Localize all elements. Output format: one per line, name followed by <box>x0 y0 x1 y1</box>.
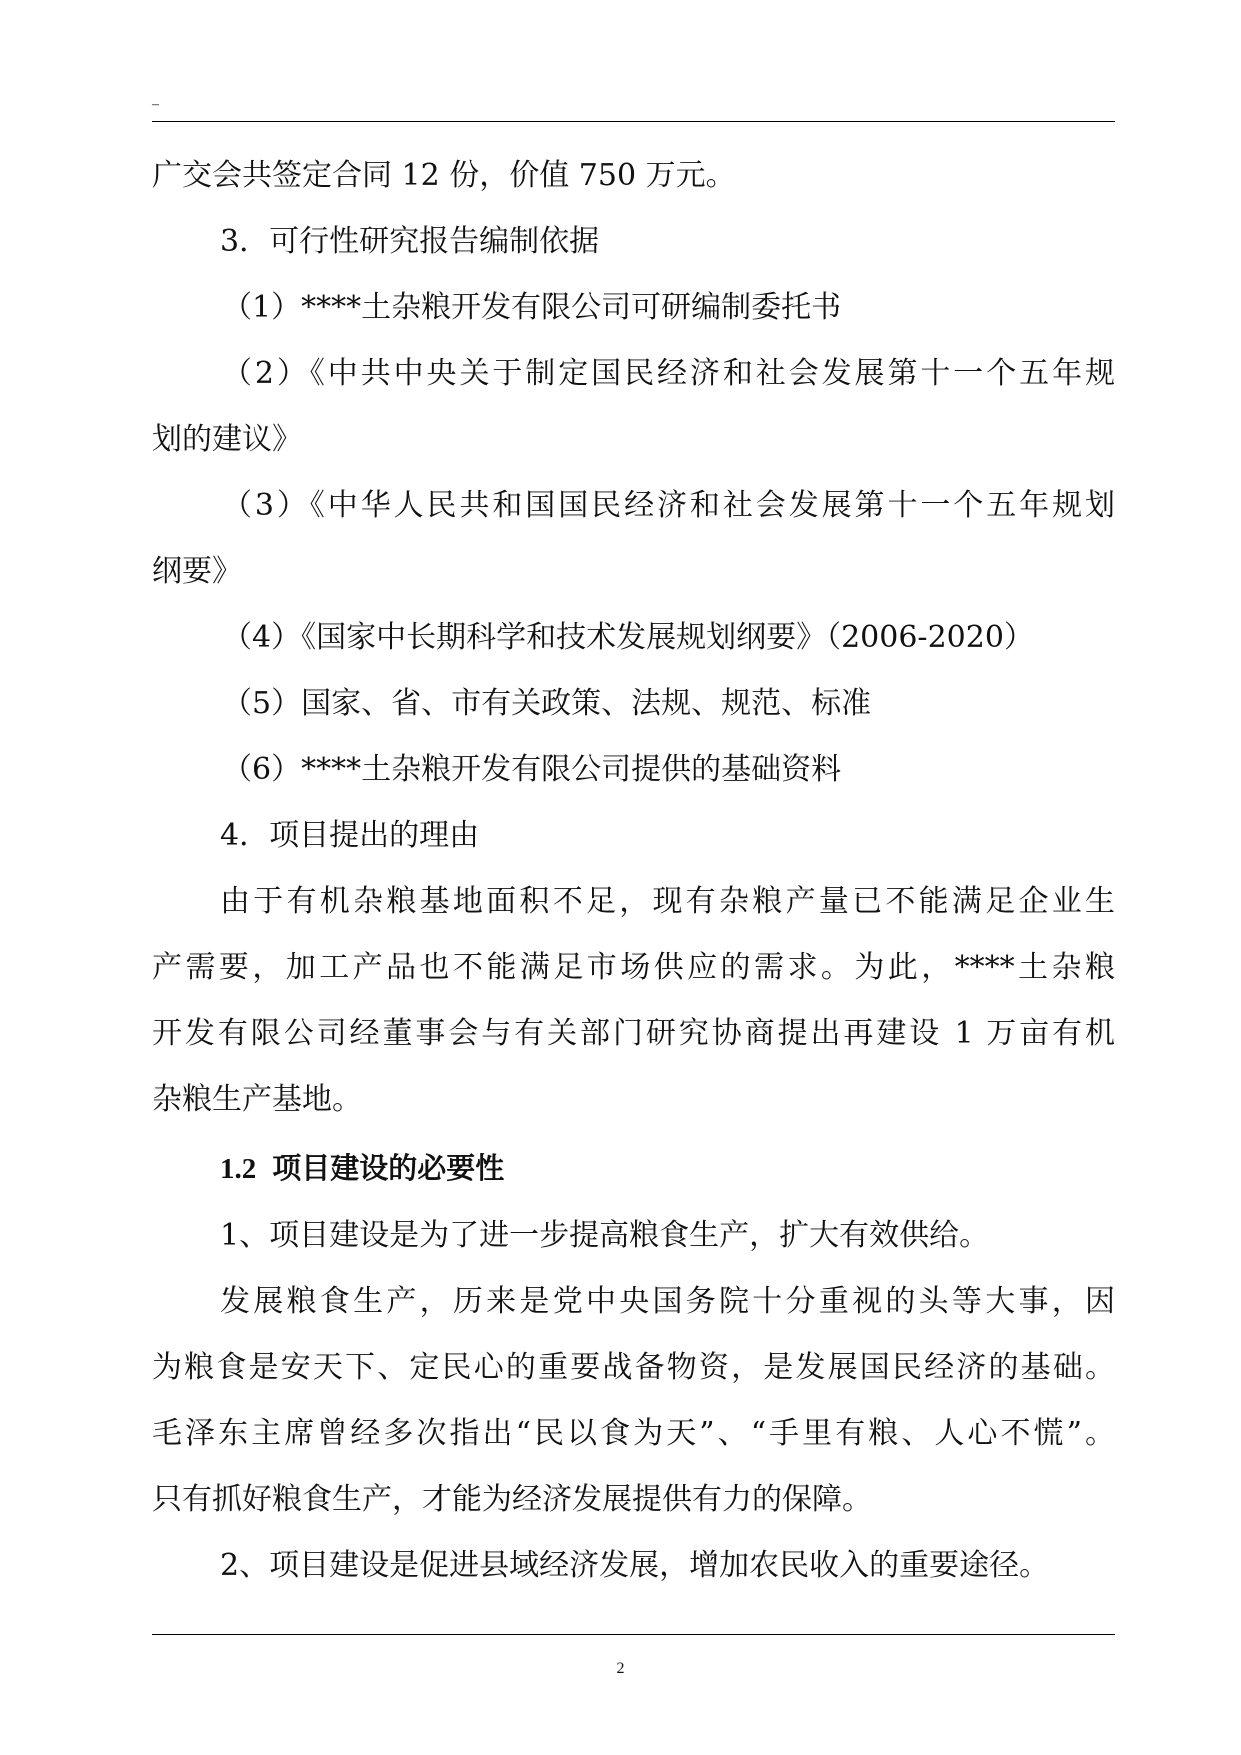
paragraph-line: 只有抓好粮食生产，才能为经济发展提供有力的保障。 <box>152 1482 872 1517</box>
paragraph-line: 1、项目建设是为了进一步提高粮食生产，扩大有效供给。 <box>220 1218 990 1253</box>
section-number: 1.2 <box>220 1153 257 1185</box>
page-number: 2 <box>616 1660 625 1677</box>
basis-item-5: （5）国家、省、市有关政策、法规、规范、标准 <box>222 686 872 721</box>
paragraph-line: 产需要，加工产品也不能满足市场供应的需求。为此，****土杂粮 <box>152 950 1115 985</box>
section-title-1-2 <box>152 1133 1115 1203</box>
header-rule <box>152 121 1115 122</box>
paragraph-line: 杂粮生产基地。 <box>152 1082 362 1117</box>
footer-rule <box>152 1634 1115 1635</box>
basis-item-6: （6）****土杂粮开发有限公司提供的基础资料 <box>222 752 842 787</box>
paragraph-line: 2、项目建设是促进县域经济发展，增加农民收入的重要途径。 <box>220 1548 1050 1583</box>
basis-item-2-cont: 划的建议》 <box>152 422 302 457</box>
section-title-text: 项目建设的必要性 <box>272 1151 505 1185</box>
header-mark: – <box>152 97 159 112</box>
basis-item-4: （4）《国家中长期科学和技术发展规划纲要》（2006-2020） <box>222 620 1034 655</box>
section-heading-4: 4．项目提出的理由 <box>220 818 480 853</box>
paragraph-line: 为粮食是安天下、定民心的重要战备物资，是发展国民经济的基础。 <box>152 1350 1115 1385</box>
paragraph-line: 由于有机杂粮基地面积不足，现有杂粮产量已不能满足企业生 <box>220 884 1115 919</box>
paragraph-line: 发展粮食生产，历来是党中央国务院十分重视的头等大事，因 <box>220 1284 1115 1319</box>
paragraph-line: 开发有限公司经董事会与有关部门研究协商提出再建设 1 万亩有机 <box>152 1016 1115 1051</box>
basis-item-2: （2）《中共中央关于制定国民经济和社会发展第十一个五年规 <box>222 356 1115 391</box>
basis-item-3: （3）《中华人民共和国国民经济和社会发展第十一个五年规划 <box>222 488 1115 523</box>
basis-item-1: （1）****土杂粮开发有限公司可研编制委托书 <box>222 290 842 325</box>
document-body <box>152 143 1115 1599</box>
basis-item-3-cont: 纲要》 <box>152 554 242 589</box>
section-heading-3: 3．可行性研究报告编制依据 <box>220 224 600 259</box>
paragraph-line: 毛泽东主席曾经多次指出“民以食为天”、“手里有粮、人心不慌”。 <box>152 1416 1115 1451</box>
paragraph-line: 广交会共签定合同 12 份，价值 750 万元。 <box>152 158 736 193</box>
